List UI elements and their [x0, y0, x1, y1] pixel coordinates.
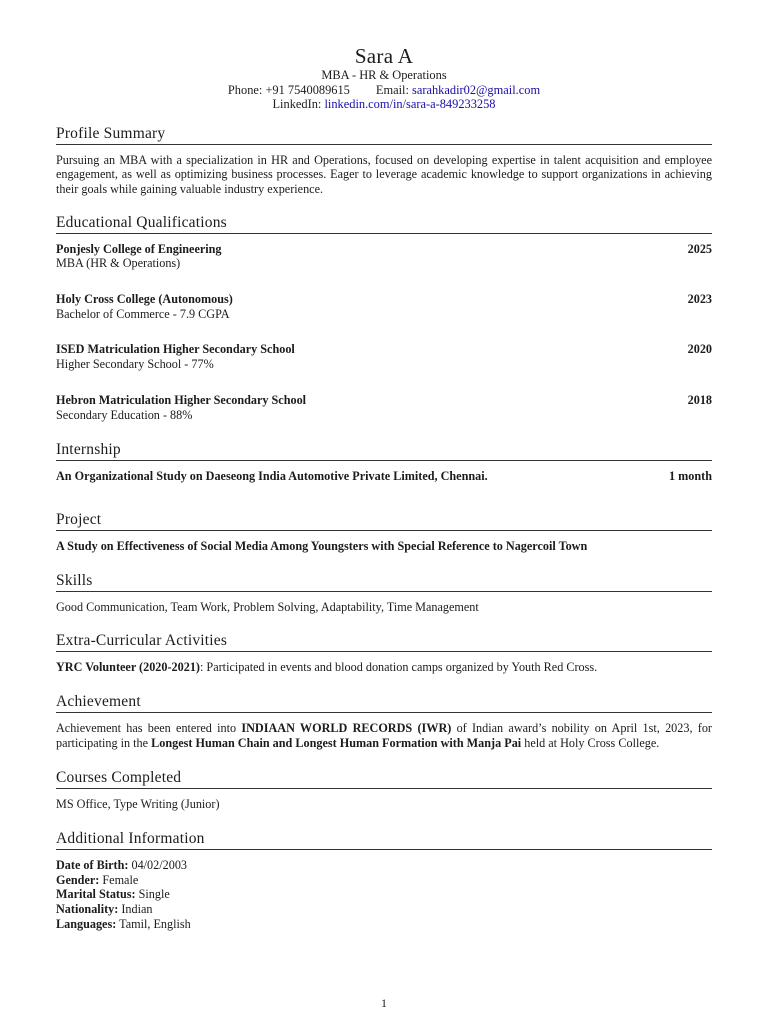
education-detail: Bachelor of Commerce - 7.9 CGPA	[56, 306, 230, 321]
linkedin-line	[56, 97, 712, 112]
section-profile-summary	[56, 124, 712, 197]
education-entry-header	[56, 242, 712, 257]
graduation-year: 2018	[687, 392, 712, 407]
project-title: A Study on Effectiveness of Social Media Among Youngsters with Special Reference to Nagercoil Town	[56, 538, 588, 553]
graduation-year: 2020	[687, 342, 712, 357]
section-additional-information	[56, 829, 712, 931]
candidate-role: MBA - HR & Operations	[321, 68, 447, 82]
graduation-year: 2025	[687, 241, 712, 256]
section-title: Skills	[56, 571, 712, 592]
achievement-highlight: Longest Human Chain and Longest Human Formation with Manja Pai	[151, 735, 522, 750]
education-entry-header	[56, 292, 712, 307]
profile-summary-text: Pursuing an MBA with a specialization in HR and Operations, focused on developing expertise in talent acquisition and employee engagement, as well as optimizing business processes. Eager to leverage academic knowledge to support organizations in achieving their goals while gaining valuable industry experience.	[56, 152, 712, 196]
institution-name: Hebron Matriculation Higher Secondary School	[56, 392, 307, 407]
institution-name: Ponjesly College of Engineering	[56, 241, 222, 256]
candidate-name: Sara A	[354, 44, 414, 68]
info-row	[56, 858, 712, 873]
achievement-highlight: INDIAAN WORLD RECORDS (IWR)	[241, 721, 452, 736]
info-row	[56, 917, 712, 932]
extracurricular-text	[56, 660, 712, 675]
internship-duration: 1 month	[668, 469, 712, 484]
email-label: Email:	[375, 82, 409, 97]
education-detail: Higher Secondary School - 77%	[56, 357, 214, 372]
section-title: Additional Information	[56, 829, 712, 850]
info-row	[56, 873, 712, 888]
phone-label: Phone:	[227, 82, 263, 97]
info-value: Single	[138, 887, 170, 902]
education-entry	[56, 242, 712, 271]
education-entry-header	[56, 342, 712, 357]
info-row	[56, 902, 712, 917]
contact-line	[56, 83, 712, 98]
education-entry	[56, 342, 712, 371]
info-value: Tamil, English	[119, 916, 191, 931]
section-title: Project	[56, 510, 712, 531]
info-label: Marital Status:	[56, 887, 136, 902]
section-title: Courses Completed	[56, 768, 712, 789]
section-title: Educational Qualifications	[56, 213, 712, 234]
institution-name: ISED Matriculation Higher Secondary School	[56, 342, 295, 357]
info-value: 04/02/2003	[131, 858, 188, 873]
info-value: Indian	[121, 901, 153, 916]
info-value: Female	[102, 872, 139, 887]
institution-name: Holy Cross College (Autonomous)	[56, 292, 233, 307]
section-project	[56, 510, 712, 554]
education-list	[56, 242, 712, 423]
section-title: Profile Summary	[56, 124, 712, 145]
linkedin-label: LinkedIn:	[272, 97, 322, 111]
additional-info-list	[56, 858, 712, 931]
education-detail: Secondary Education - 88%	[56, 407, 193, 422]
achievement-text-segment: Achievement has been entered into	[56, 721, 242, 736]
section-skills	[56, 571, 712, 615]
achievement-text	[56, 721, 712, 750]
graduation-year: 2023	[687, 292, 712, 307]
achievement-text-segment: of Indian award’s nobility on April 1st, 2023, for participating in the	[56, 721, 712, 750]
email-link[interactable]: sarahkadir02@gmail.com	[412, 82, 541, 97]
info-label: Gender:	[56, 872, 100, 887]
resume-header	[56, 44, 712, 112]
achievement-text-segment: held at Holy Cross College.	[521, 735, 660, 750]
phone-number: +91 7540089615	[265, 82, 350, 97]
education-entry	[56, 292, 712, 321]
internship-row	[56, 469, 712, 484]
section-title: Achievement	[56, 692, 712, 713]
extracurricular-description: : Participated in events and blood donation camps organized by Youth Red Cross.	[200, 660, 598, 675]
info-label: Nationality:	[56, 901, 119, 916]
courses-text: MS Office, Type Writing (Junior)	[56, 797, 220, 812]
section-achievement	[56, 692, 712, 750]
section-extracurricular	[56, 631, 712, 675]
education-entry	[56, 393, 712, 422]
page-number: 1	[381, 996, 387, 1010]
section-courses	[56, 768, 712, 812]
section-internship	[56, 440, 712, 484]
info-row	[56, 887, 712, 902]
internship-title: An Organizational Study on Daeseong India Automotive Private Limited, Chennai.	[56, 469, 488, 484]
linkedin-link[interactable]: linkedin.com/in/sara-a-849233258	[324, 97, 496, 111]
extracurricular-label: YRC Volunteer (2020-2021)	[56, 660, 200, 675]
section-title: Extra-Curricular Activities	[56, 631, 712, 652]
education-entry-header	[56, 393, 712, 408]
info-label: Languages:	[56, 916, 117, 931]
section-education	[56, 213, 712, 423]
section-title: Internship	[56, 440, 712, 461]
resume-page	[56, 44, 712, 931]
education-detail: MBA (HR & Operations)	[56, 256, 181, 271]
skills-text: Good Communication, Team Work, Problem Solving, Adaptability, Time Management	[56, 599, 479, 614]
info-label: Date of Birth:	[56, 858, 129, 873]
